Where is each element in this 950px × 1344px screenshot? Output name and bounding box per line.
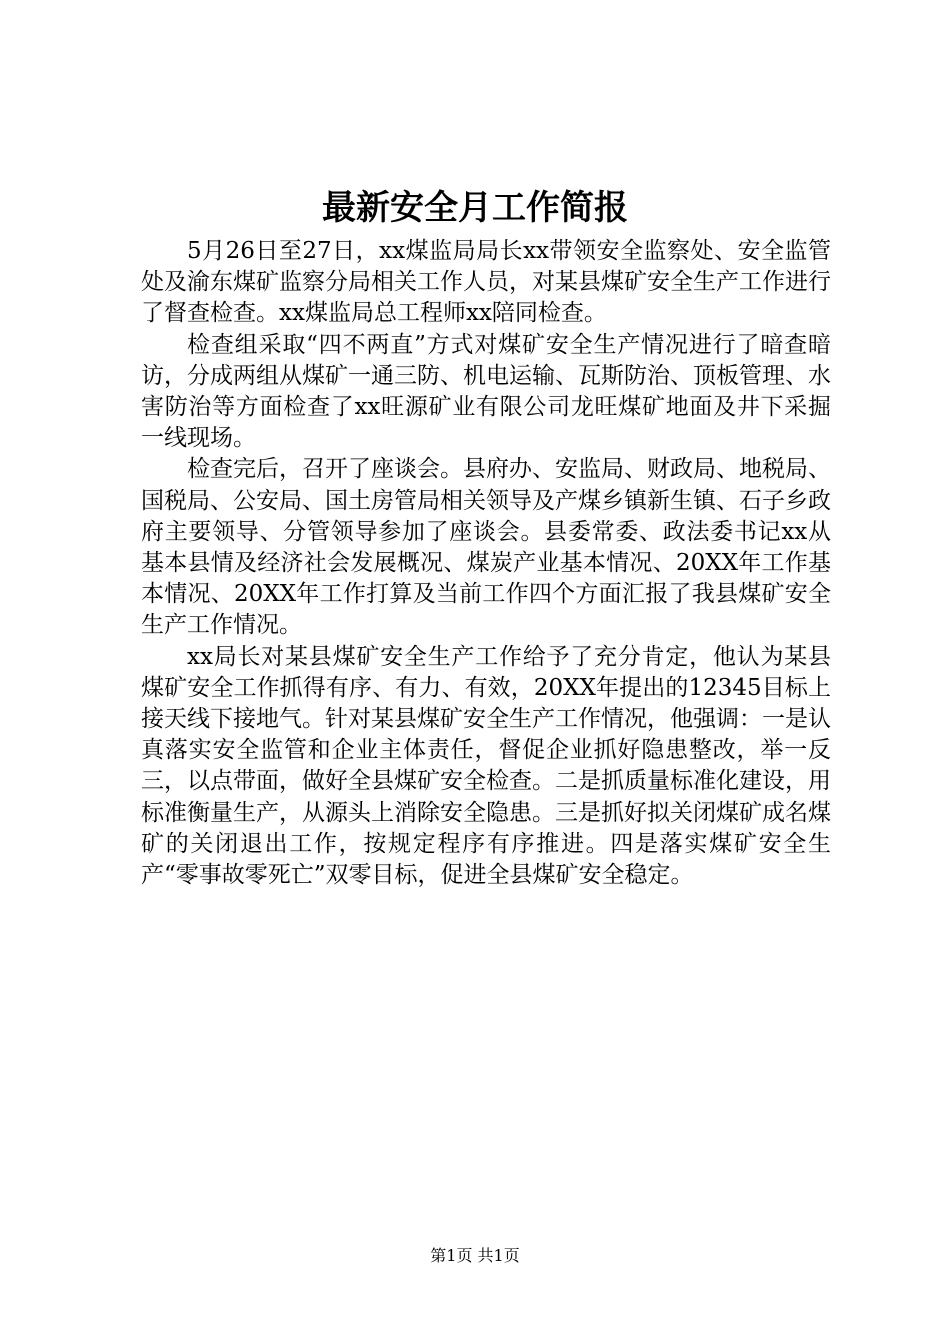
paragraph: 5月26日至27日，xx煤监局局长xx带领安全监察处、安全监管处及渝东煤矿监察分局相关工作人员，对某县煤矿安全生产工作进行了督查检查。xx煤监局总工程师xx陪同检查。 xyxy=(141,238,831,327)
document-body xyxy=(141,236,831,891)
paragraph: xx局长对某县煤矿安全生产工作给予了充分肯定，他认为某县煤矿安全工作抓得有序、有力、有效，20XX年提出的12345目标上接天线下接地气。针对某县煤矿安全生产工作情况，他强调：一是认真落实安全监管和企业主体责任，督促企业抓好隐患整改，举一反三，以点带面，做好全县煤矿安全检查。二是抓质量标准化建设，用标准衡量生产，从源头上消除安全隐患。三是抓好拟关闭煤矿成名煤矿的关闭退出工作，按规定程序有序推进。四是落实煤矿安全生产“零事故零死亡”双零目标，促进全县煤矿安全稳定。 xyxy=(141,643,831,889)
paragraph: 检查完后，召开了座谈会。县府办、安监局、财政局、地税局、国税局、公安局、国土房管局相关领导及产煤乡镇新生镇、石子乡政府主要领导、分管领导参加了座谈会。县委常委、政法委书记xx从基本县情及经济社会发展概况、煤炭产业基本情况、20XX年工作基本情况、20XX年工作打算及当前工作四个方面汇报了我县煤矿安全生产工作情况。 xyxy=(141,456,831,639)
document-title: 最新安全月工作简报 xyxy=(322,188,628,228)
paragraph: 检查组采取“四不两直”方式对煤矿安全生产情况进行了暗查暗访，分成两组从煤矿一通三防、机电运输、瓦斯防治、顶板管理、水害防治等方面检查了xx旺源矿业有限公司龙旺煤矿地面及井下采掘一线现场。 xyxy=(141,331,831,452)
page-number-footer: 第1页 共1页 xyxy=(430,1246,520,1265)
